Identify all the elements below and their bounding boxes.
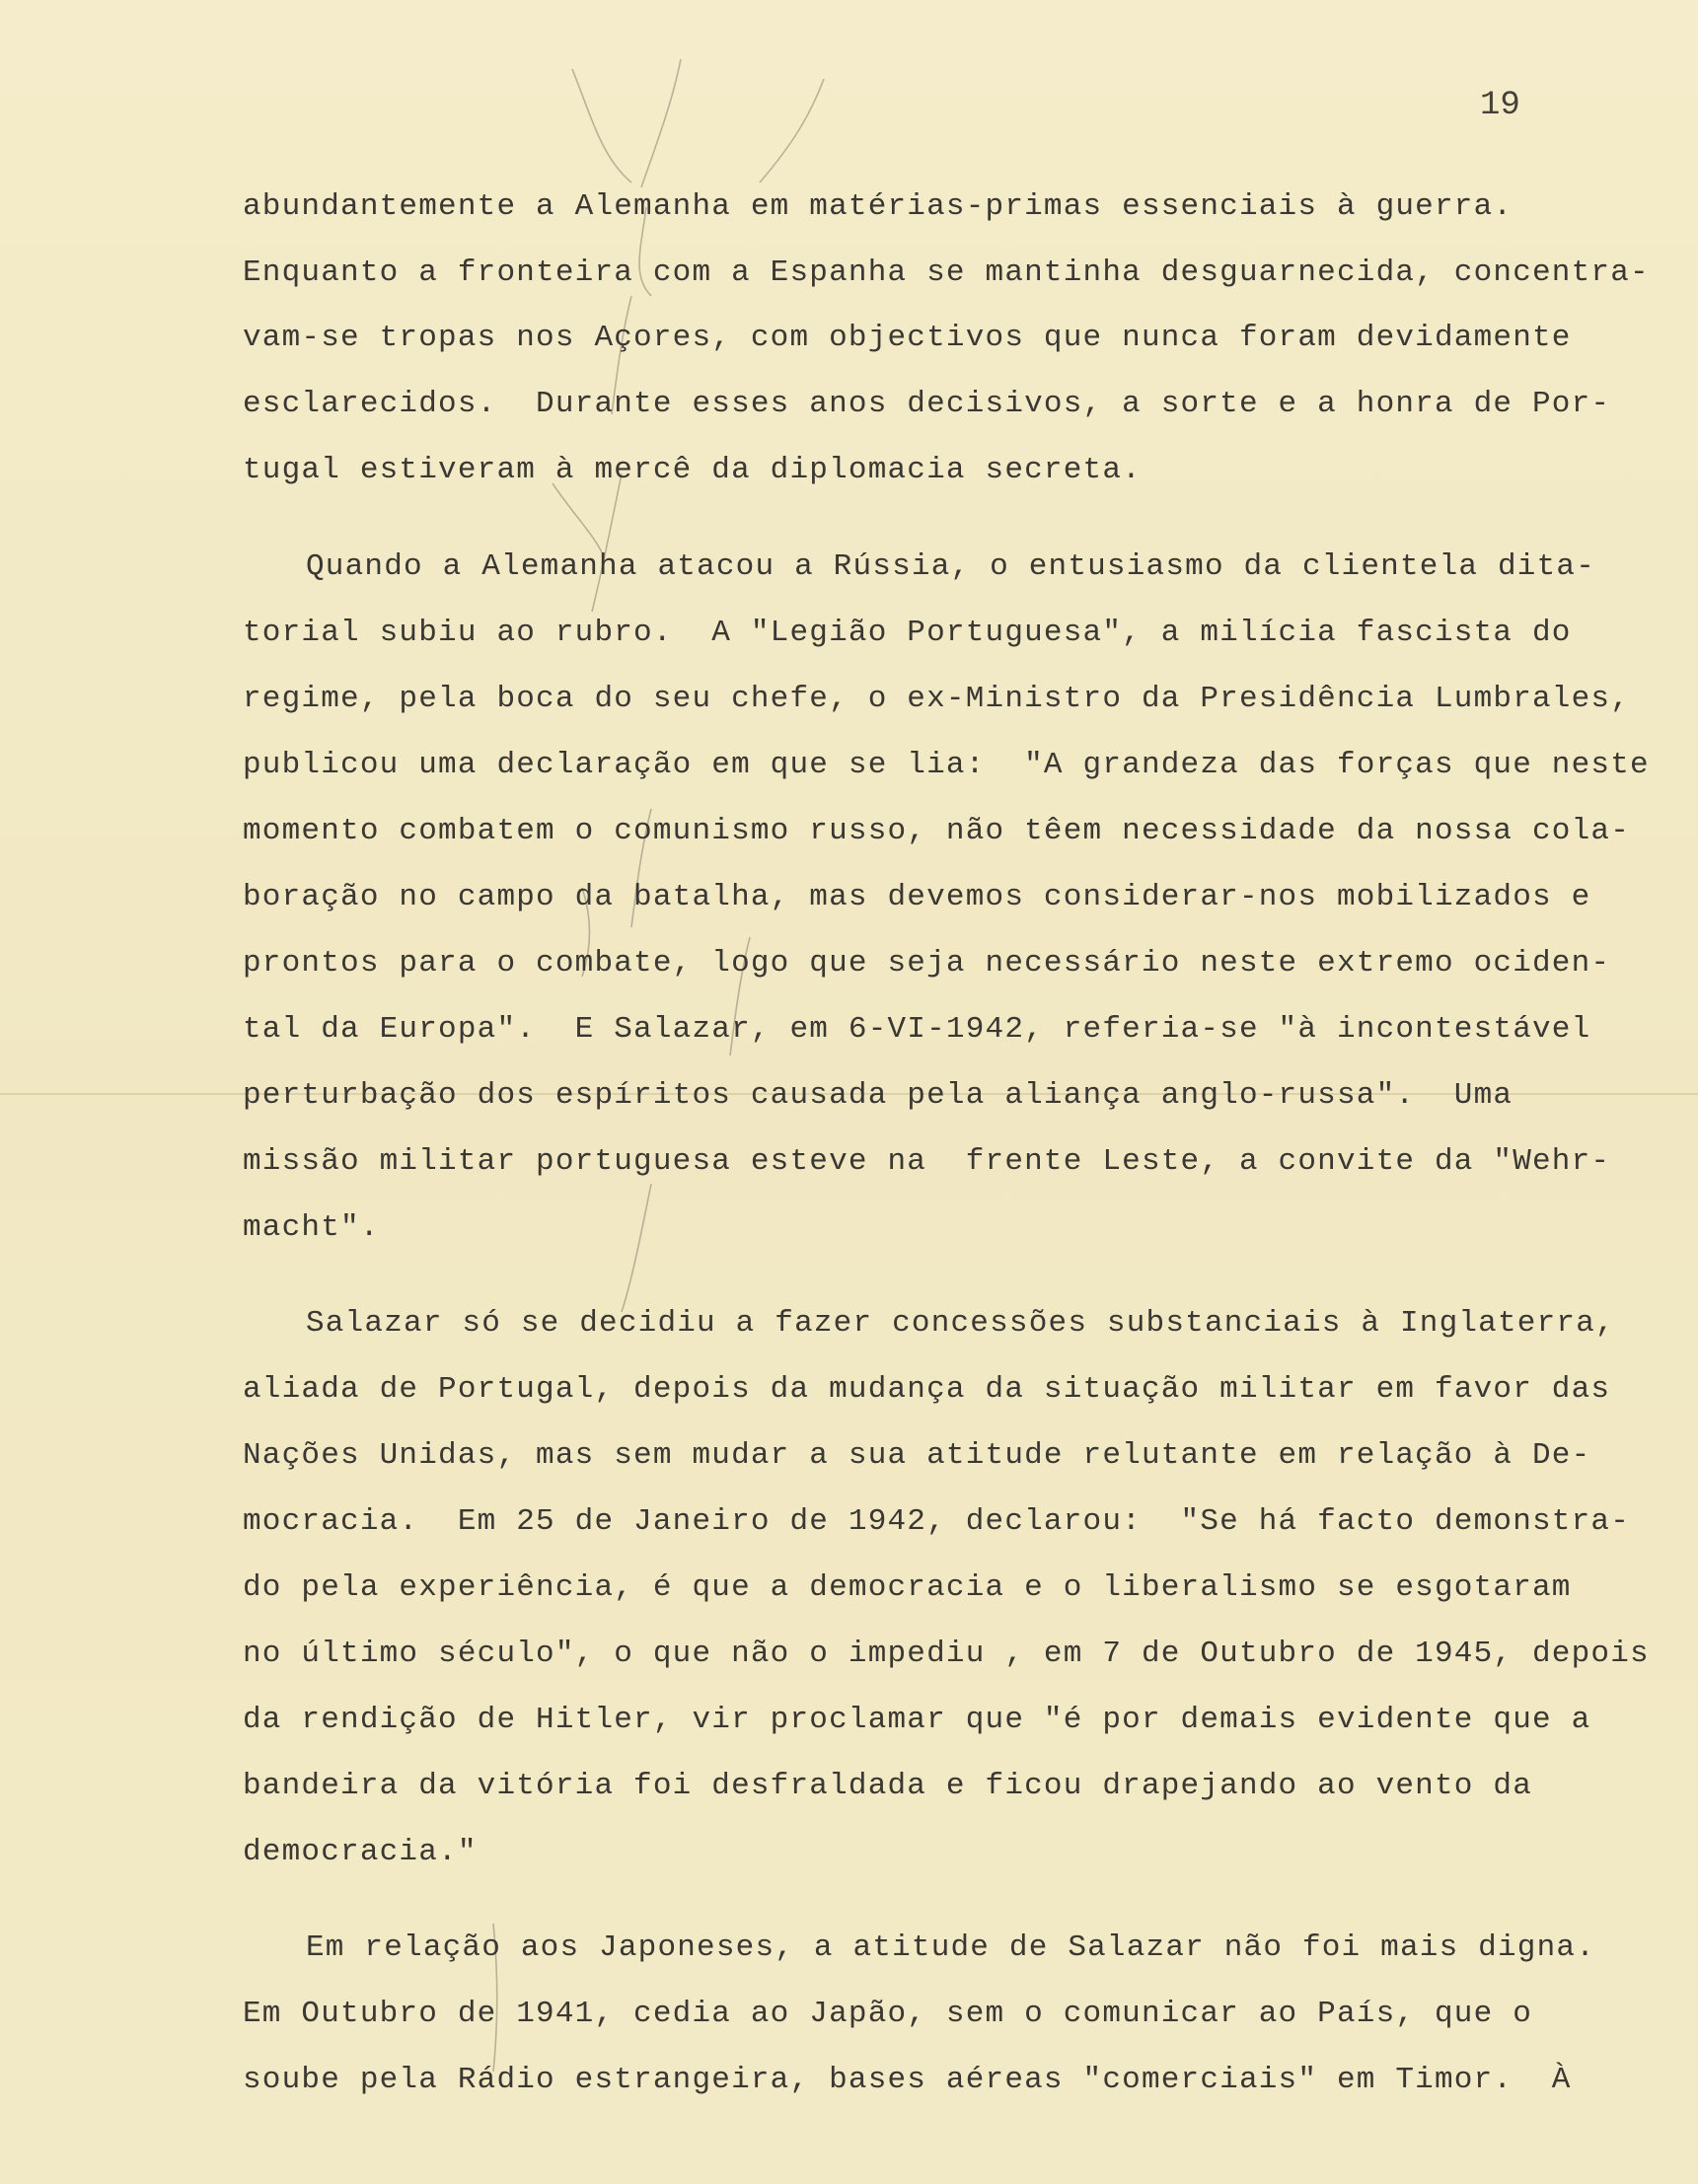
text-line: aliada de Portugal, depois da mudança da situação militar em favor das xyxy=(243,1372,1611,1407)
page-number: 19 xyxy=(1480,87,1520,124)
text-line: soube pela Rádio estrangeira, bases aéreas "comerciais" em Timor. À xyxy=(243,2063,1572,2097)
text-line: Em relação aos Japoneses, a atitude de Salazar não foi mais digna. xyxy=(306,1930,1595,1965)
text-line: tal da Europa". E Salazar, em 6-VI-1942, referia-se "à incontestável xyxy=(243,1012,1591,1047)
text-line: vam-se tropas nos Açores, com objectivos que nunca foram devidamente xyxy=(243,321,1572,355)
text-line: abundantemente a Alemanha em matérias-primas essenciais à guerra. xyxy=(243,189,1513,224)
text-line: boração no campo da batalha, mas devemos considerar-nos mobilizados e xyxy=(243,880,1591,914)
text-line: bandeira da vitória foi desfraldada e ficou drapejando ao vento da xyxy=(243,1769,1532,1803)
text-line: Nações Unidas, mas sem mudar a sua atitude relutante em relação à De- xyxy=(243,1438,1591,1473)
text-line: perturbação dos espíritos causada pela aliança anglo-russa". Uma xyxy=(243,1078,1513,1113)
text-line: Quando a Alemanha atacou a Rússia, o entusiasmo da clientela dita- xyxy=(306,549,1595,584)
text-line: tugal estiveram à mercê da diplomacia secreta. xyxy=(243,453,1142,487)
text-line: missão militar portuguesa esteve na frente Leste, a convite da "Wehr- xyxy=(243,1144,1611,1179)
text-line: esclarecidos. Durante esses anos decisivos, a sorte e a honra de Por- xyxy=(243,387,1611,421)
text-line: Enquanto a fronteira com a Espanha se mantinha desguarnecida, concentra- xyxy=(243,255,1650,290)
text-line: publicou uma declaração em que se lia: "A grandeza das forças que neste xyxy=(243,748,1650,782)
text-line: torial subiu ao rubro. A "Legião Portuguesa", a milícia fascista do xyxy=(243,616,1572,650)
text-line: do pela experiência, é que a democracia e o liberalismo se esgotaram xyxy=(243,1570,1572,1605)
text-line: Salazar só se decidiu a fazer concessões substanciais à Inglaterra, xyxy=(306,1306,1615,1341)
text-line: da rendição de Hitler, vir proclamar que "é por demais evidente que a xyxy=(243,1703,1591,1737)
text-line: momento combatem o comunismo russo, não têem necessidade da nossa cola- xyxy=(243,814,1631,848)
text-line: democracia." xyxy=(243,1835,478,1869)
text-line: regime, pela boca do seu chefe, o ex-Ministro da Presidência Lumbrales, xyxy=(243,682,1631,716)
text-line: Em Outubro de 1941, cedia ao Japão, sem o comunicar ao País, que o xyxy=(243,1997,1532,2031)
text-line: mocracia. Em 25 de Janeiro de 1942, declarou: "Se há facto demonstra- xyxy=(243,1504,1631,1539)
text-line: no último século", o que não o impediu , em 7 de Outubro de 1945, depois xyxy=(243,1637,1650,1671)
text-line: macht". xyxy=(243,1210,380,1245)
text-line: prontos para o combate, logo que seja necessário neste extremo ociden- xyxy=(243,946,1611,981)
